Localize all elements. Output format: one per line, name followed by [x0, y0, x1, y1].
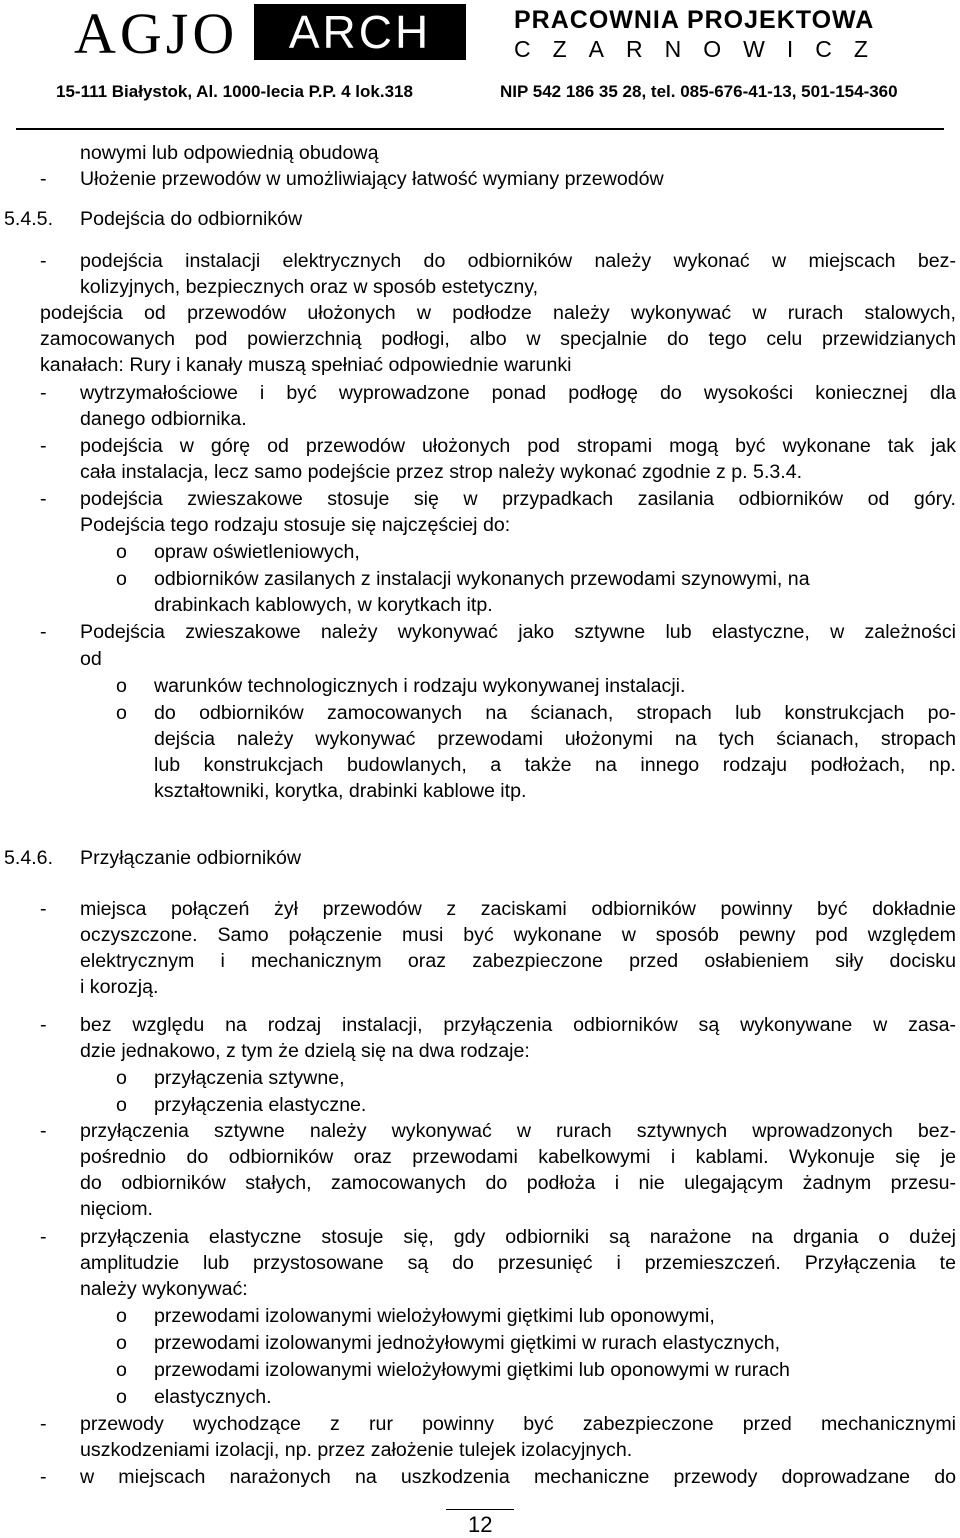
- text-line: danego odbiornika.: [80, 408, 247, 430]
- text-line: Podejścia zwieszakowe należy wykonywać jako sztywne lub elastyczne, w zależności: [80, 621, 956, 643]
- text-line: podejścia zwieszakowe stosuje się w przypadkach zasilania odbiorników od góry.: [80, 488, 956, 510]
- bullet-dash: -: [40, 250, 47, 272]
- bullet-dash: -: [40, 168, 47, 190]
- text-line: kolizyjnych, bezpiecznych oraz w sposób estetyczny,: [80, 276, 539, 298]
- text-line: przyłączenia sztywne,: [154, 1067, 345, 1089]
- bullet-dash: -: [40, 382, 47, 404]
- text-line: wytrzymałościowe i być wyprowadzone ponad podłogę do wysokości koniecznej dla: [80, 382, 956, 404]
- text-line: lub konstrukcjach budowlanych, a także na innego rodzaju podłożach, np.: [154, 754, 956, 776]
- letterhead: [0, 0, 960, 132]
- text-line: przyłączenia elastyczne.: [154, 1094, 367, 1116]
- text-line: przewodami izolowanymi wielożyłowymi giętkimi lub oponowymi,: [154, 1305, 715, 1327]
- bullet-circle: o: [116, 541, 127, 563]
- text-line: zamocowanych pod powierzchnią podłogi, albo w specjalnie do tego celu przewidzianych: [40, 328, 956, 350]
- bullet-circle: o: [116, 1305, 127, 1327]
- page-number-rule: [446, 1509, 514, 1510]
- text-line: i korozją.: [80, 976, 159, 998]
- text-line: podejścia w górę od przewodów ułożonych pod stropami mogą być wykonane tak jak: [80, 435, 956, 457]
- text-line: cała instalacja, lecz samo podejście przez strop należy wykonać zgodnie z p. 5.3.4.: [80, 461, 803, 483]
- text-line: miejsca połączeń żył przewodów z zaciskami odbiorników powinny być dokładnie: [80, 898, 956, 920]
- text-line: przewody wychodzące z rur powinny być zabezpieczone przed mechanicznymi: [80, 1413, 956, 1435]
- text-line: podejścia od przewodów ułożonych w podłodze należy wykonywać w rurach stalowych,: [40, 302, 956, 324]
- text-line: do odbiorników zamocowanych na ścianach, stropach lub konstrukcjach po-: [154, 702, 956, 724]
- bullet-dash: -: [40, 488, 47, 510]
- firm-address: 15-111 Białystok, Al. 1000-lecia P.P. 4 lok.318: [56, 82, 413, 101]
- text-line: amplitudzie lub przystosowane są do przesunięć i przemieszczeń. Przyłączenia te: [80, 1252, 956, 1274]
- bullet-circle: o: [116, 1067, 127, 1089]
- text-line: Podejścia tego rodzaju stosuje się najczęściej do:: [80, 514, 511, 536]
- text-line: dejścia należy wykonywać przewodami ułożonymi na tych ścianach, stropach: [154, 728, 956, 750]
- bullet-circle: o: [116, 702, 127, 724]
- logo-arch: ARCH: [254, 4, 466, 60]
- text-line: bez względu na rodzaj instalacji, przyłączenia odbiorników są wykonywane w zasa-: [80, 1014, 956, 1036]
- bullet-circle: o: [116, 1359, 127, 1381]
- text-line: nięciom.: [80, 1198, 153, 1220]
- bullet-dash: -: [40, 1014, 47, 1036]
- text-line: przewodami izolowanymi jednożyłowymi giętkimi w rurach elastycznych,: [154, 1332, 781, 1354]
- section-number: 5.4.5.: [4, 208, 54, 230]
- text-line: przyłączenia sztywne należy wykonywać w rurach sztywnych wprowadzonych bez-: [80, 1120, 956, 1142]
- text-line: kanałach: Rury i kanały muszą spełniać odpowiednie warunki: [40, 354, 572, 376]
- firm-contact: NIP 542 186 35 28, tel. 085-676-41-13, 501-154-360: [500, 82, 898, 101]
- text-line: oczyszczone. Samo połączenie musi być wykonane w sposób pewny pod względem: [80, 924, 956, 946]
- text-line: od: [80, 648, 102, 670]
- logo-agjo: AGJO: [74, 1, 239, 66]
- text-line: drabinkach kablowych, w korytkach itp.: [154, 594, 493, 616]
- text-line: przyłączenia elastyczne stosuje się, gdy odbiorniki są narażone na drgania o dużej: [80, 1226, 956, 1248]
- text-line: przewodami izolowanymi wielożyłowymi giętkimi lub oponowymi w rurach: [154, 1359, 790, 1381]
- text-line: do odbiorników stałych, zamocowanych do podłoża i nie ulegającym żadnym przesu-: [80, 1172, 956, 1194]
- header-divider: [16, 128, 944, 130]
- firm-name: PRACOWNIA PROJEKTOWA: [514, 6, 875, 34]
- firm-owner: CZARNOWICZ: [514, 36, 890, 62]
- text-line: Ułożenie przewodów w umożliwiający łatwość wymiany przewodów: [80, 168, 664, 190]
- bullet-dash: -: [40, 1120, 47, 1142]
- bullet-circle: o: [116, 1386, 127, 1408]
- bullet-circle: o: [116, 675, 127, 697]
- text-line: pośrednio do odbiorników oraz przewodami kabelkowymi i kablami. Wykonuje się je: [80, 1146, 956, 1168]
- text-line: odbiorników zasilanych z instalacji wykonanych przewodami szynowymi, na: [154, 568, 810, 590]
- text-line: uszkodzeniami izolacji, np. przez założenie tulejek izolacyjnych.: [80, 1439, 633, 1461]
- section-title: Podejścia do odbiorników: [80, 208, 303, 230]
- text-line: należy wykonywać:: [80, 1278, 248, 1300]
- bullet-dash: -: [40, 1226, 47, 1248]
- text-line: opraw oświetleniowych,: [154, 541, 360, 563]
- text-line: warunków technologicznych i rodzaju wykonywanej instalacji.: [154, 675, 686, 697]
- page-number: 12: [468, 1512, 493, 1537]
- bullet-dash: -: [40, 898, 47, 920]
- text-line: elektrycznym i mechanicznym oraz zabezpieczone przed osłabieniem siły docisku: [80, 950, 956, 972]
- text-line: elastycznych.: [154, 1386, 272, 1408]
- bullet-circle: o: [116, 1332, 127, 1354]
- bullet-dash: -: [40, 1466, 47, 1488]
- section-title: Przyłączanie odbiorników: [80, 847, 302, 869]
- text-line: dzie jednakowo, z tym że dzielą się na dwa rodzaje:: [80, 1040, 530, 1062]
- text-line: podejścia instalacji elektrycznych do odbiorników należy wykonać w miejscach bez-: [80, 250, 956, 272]
- bullet-circle: o: [116, 568, 127, 590]
- bullet-dash: -: [40, 435, 47, 457]
- section-number: 5.4.6.: [4, 847, 54, 869]
- bullet-dash: -: [40, 1413, 47, 1435]
- text-line: kształtowniki, korytka, drabinki kablowe itp.: [154, 780, 527, 802]
- text-line: nowymi lub odpowiednią obudową: [80, 142, 379, 164]
- bullet-circle: o: [116, 1094, 127, 1116]
- text-line: w miejscach narażonych na uszkodzenia mechaniczne przewody doprowadzane do: [80, 1466, 956, 1488]
- bullet-dash: -: [40, 621, 47, 643]
